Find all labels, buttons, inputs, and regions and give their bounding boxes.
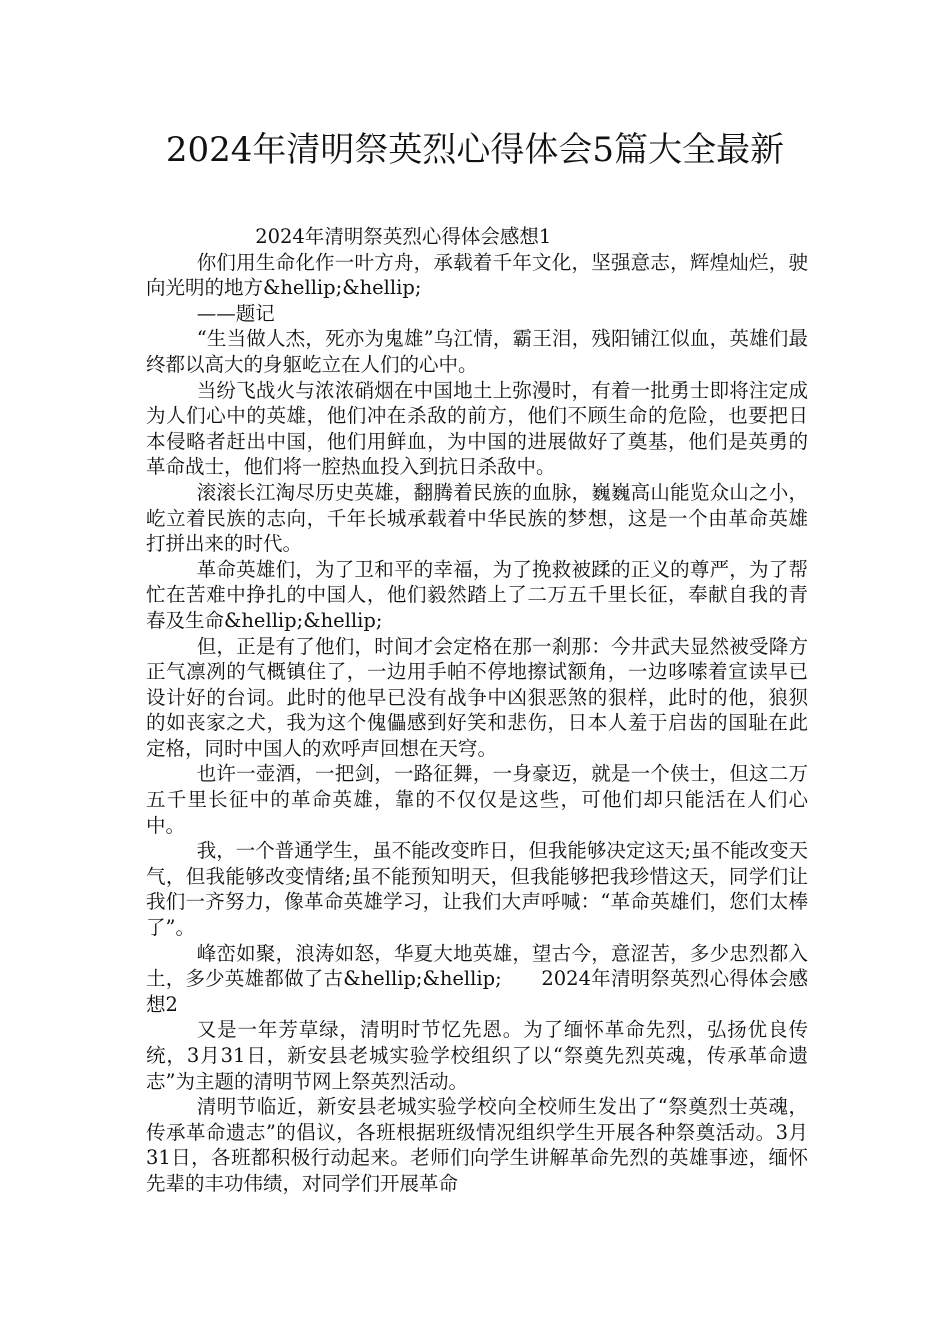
paragraph: 也许一壶酒，一把剑，一路征舞，一身豪迈，就是一个侠士，但这二万五千里长征中的革命英雄，靠的不仅仅是这些，可他们却只能活在人们心中。	[146, 762, 808, 837]
paragraph: “生当做人杰，死亦为鬼雄”乌江情，霸王泪，残阳铺江似血，英雄们最终都以高大的身躯屹立在人们的心中。	[146, 327, 808, 376]
document-body	[146, 224, 808, 1197]
paragraph: 我，一个普通学生，虽不能改变昨日，但我能够决定这天;虽不能改变天气，但我能够改变情绪;虽不能预知明天，但我能够把我珍惜这天，同学们让我们一齐努力，像革命英雄学习，让我们大声呼喊：“革命英雄们，您们太棒了”。	[146, 839, 808, 940]
paragraph: 清明节临近，新安县老城实验学校向全校师生发出了“祭奠烈士英魂，传承革命遗志”的倡议，各班根据班级情况组织学生开展各种祭奠活动。3月31日，各班都积极行动起来。老师们向学生讲解革命先烈的英雄事迹，缅怀先辈的丰功伟绩，对同学们开展革命	[146, 1095, 808, 1195]
paragraph: 革命英雄们，为了卫和平的幸福，为了挽救被蹂的正义的尊严，为了帮忙在苦难中挣扎的中国人，他们毅然踏上了二万五千里长征，奉献自我的青春及生命&hellip;&hellip;	[146, 557, 808, 632]
section-heading: 2024年清明祭英烈心得体会感想1	[255, 225, 552, 248]
paragraph: 峰峦如聚，浪涛如怒，华夏大地英雄，望古今，意涩苦，多少忠烈都入土，多少英雄都做了古&hellip;&hellip; 2024年清明祭英烈心得体会感想2	[146, 941, 808, 1016]
paragraph: 你们用生命化作一叶方舟，承载着千年文化，坚强意志，辉煌灿烂，驶向光明的地方&hellip;&hellip;	[146, 250, 808, 300]
epigraph-attribution: ——题记	[196, 301, 275, 325]
paragraph: 又是一年芳草绿，清明时节忆先恩。为了缅怀革命先烈，弘扬优良传统，3月31日，新安县老城实验学校组织了以“祭奠先烈英魂，传承革命遗志”为主题的清明节网上祭英烈活动。	[146, 1018, 808, 1093]
paragraph: 滚滚长江淘尽历史英雄，翻腾着民族的血脉，巍巍高山能览众山之小，屹立着民族的志向，千年长城承载着中华民族的梦想，这是一个由革命英雄打拼出来的时代。	[146, 480, 808, 556]
paragraph: 但，正是有了他们，时间才会定格在那一刹那：今井武夫显然被受降方正气凛冽的气概镇住了，一边用手帕不停地擦试额角，一边哆嗦着宣读早已设计好的台词。此时的他早已没有战争中凶狠恶煞的狠样，此时的他，狼狈的如丧家之犬，我为这个傀儡感到好笑和悲伤，日本人羞于启齿的国耻在此定格，同时中国人的欢呼声回想在天穹。	[146, 634, 808, 760]
paragraph: 当纷飞战火与浓浓硝烟在中国地土上弥漫时，有着一批勇士即将注定成为人们心中的英雄，他们冲在杀敌的前方，他们不顾生命的危险，也要把日本侵略者赶出中国，他们用鲜血，为中国的进展做好了奠基，他们是英勇的革命战士，他们将一腔热血投入到抗日杀敌中。	[146, 378, 808, 479]
document-title: 2024年清明祭英烈心得体会5篇大全最新	[165, 130, 785, 170]
